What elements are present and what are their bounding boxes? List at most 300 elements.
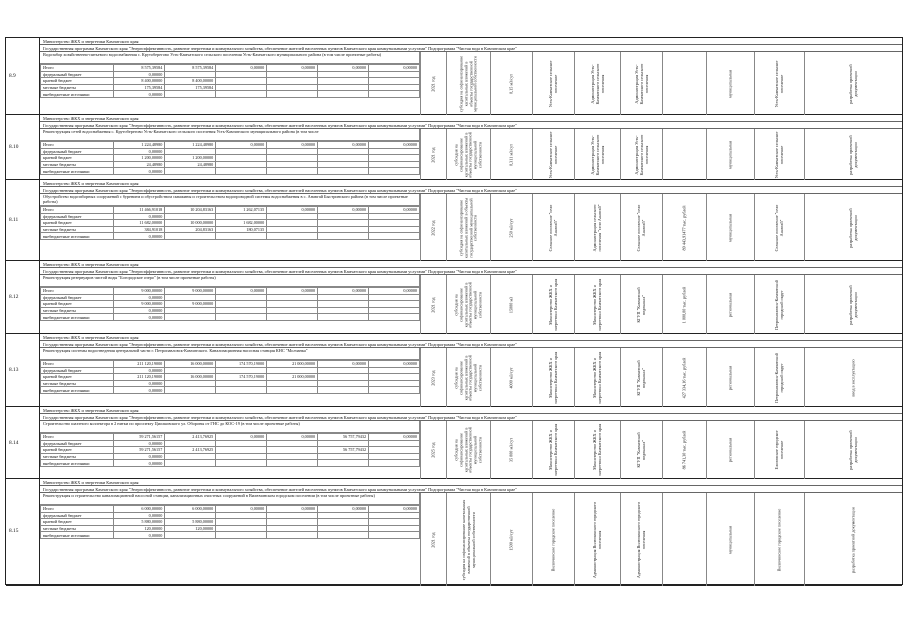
financing-table xyxy=(40,433,420,467)
ministry-label: Министерство ЖКХ и энергетики Камчатского края xyxy=(40,261,902,268)
customer-text: Администрация сельского поселения "село Анавгай" xyxy=(591,204,602,251)
column-recipient xyxy=(754,421,804,479)
column-purpose xyxy=(446,194,490,261)
financing-value xyxy=(165,387,216,394)
column-ownership xyxy=(706,194,754,261)
financing-value xyxy=(369,233,420,240)
developer-text: КГУП "Камчатский водоканал" xyxy=(635,432,646,468)
purpose-text: субсидия на софинансирование капитальных вложений в объекты государственной муниципальной собственности xyxy=(457,55,478,112)
column-year xyxy=(420,52,446,115)
financing-row xyxy=(41,440,420,447)
developer-text: КГУП "Камчатский водоканал" xyxy=(635,359,646,396)
owner-text: Министерство ЖКХ и энергетики Камчатского края xyxy=(547,278,558,331)
financing-table xyxy=(40,206,420,240)
row-number xyxy=(6,115,40,179)
financing-row xyxy=(41,142,420,149)
financing-value: 211 120,19000 xyxy=(114,361,165,368)
recipient-text: Петропавловск-Камчатский городской округ xyxy=(773,352,784,403)
financing-value xyxy=(267,78,318,85)
capacity-text: 35 000 м3/сут xyxy=(508,437,514,463)
financing-row xyxy=(41,233,420,240)
financing-value xyxy=(369,314,420,321)
row-number xyxy=(6,180,40,260)
program-header: Государственная программа Камчатского края "Энергоэффективность, развитие энергетики и коммунального хозяйства, обеспечение жителей населенных пунктов Камчатского края коммунальными услугами" Подпрограмма "Чистая вода в Камчатском крае" xyxy=(40,187,902,194)
financing-source-label: Итого xyxy=(41,207,114,214)
financing-row xyxy=(41,506,420,513)
financing-value xyxy=(369,387,420,394)
developer-text: Администрация Усть-Камчатского сельского поселения xyxy=(633,63,648,104)
column-owner xyxy=(532,348,574,407)
financing-value: 0,00000 xyxy=(114,314,165,321)
financing-value: 0,00000 xyxy=(318,142,369,149)
cost-text: 427 334,16 тыс. рублей xyxy=(681,357,687,398)
column-doc xyxy=(804,348,902,407)
financing-source-label: федеральный бюджет xyxy=(41,512,114,519)
financing-value: 204,83163 xyxy=(165,226,216,233)
financing-value: 0,00000 xyxy=(114,460,165,467)
financing-source-label: внебюджетные источники xyxy=(41,91,114,98)
financing-value: 0,00000 xyxy=(318,65,369,72)
customer-text: Министерство ЖКХ и энергетики Камчатского края xyxy=(591,423,602,477)
financing-value: 10 204,83163 xyxy=(165,207,216,214)
recipient-text: Петропавловск-Камчатский городской округ xyxy=(773,279,784,330)
financing-value xyxy=(216,168,267,175)
financing-row xyxy=(41,525,420,532)
financing-value xyxy=(318,380,369,387)
financing-value xyxy=(318,155,369,162)
financing-value xyxy=(369,519,420,526)
financing-value: 0,00000 xyxy=(114,387,165,394)
financing-value xyxy=(318,213,369,220)
column-year xyxy=(420,275,446,334)
column-doc xyxy=(804,421,902,479)
column-customer xyxy=(574,275,620,334)
project-block xyxy=(6,180,902,261)
financing-value xyxy=(318,440,369,447)
recipient-text: Сельское поселение "село Анавгай" xyxy=(773,204,784,251)
ministry-label: Министерство ЖКХ и энергетики Камчатского края xyxy=(40,334,902,341)
column-purpose xyxy=(446,275,490,334)
year-text: 2021 год xyxy=(430,531,436,548)
financing-value xyxy=(267,161,318,168)
year-text: 2021 год xyxy=(430,75,436,92)
financing-value xyxy=(318,512,369,519)
row-number-label: 8.9 xyxy=(9,72,16,79)
financing-value xyxy=(165,440,216,447)
financing-value: 8 400,00000 xyxy=(114,78,165,85)
column-ownership xyxy=(706,493,754,586)
column-capacity xyxy=(490,421,532,479)
financing-row xyxy=(41,84,420,91)
financing-value: 0,00000 xyxy=(216,506,267,513)
project-block xyxy=(6,407,902,479)
program-header: Государственная программа Камчатского края "Энергоэффективность, развитие энергетики и коммунального хозяйства, обеспечение жителей населенных пунктов Камчатского края коммунальными услугами" Подпрограмма "Чистая вода в Камчатском крае" xyxy=(40,486,902,493)
capacity-text: 1500 м3/сут xyxy=(508,528,514,551)
financing-value xyxy=(369,301,420,308)
financing-value: 1 224,48980 xyxy=(165,142,216,149)
financing-table xyxy=(40,505,420,539)
financing-source-label: Итого xyxy=(41,361,114,368)
financing-row xyxy=(41,460,420,467)
column-ownership xyxy=(706,421,754,479)
owner-text: Сельское поселение "село Анавгай" xyxy=(547,204,558,251)
project-block xyxy=(6,261,902,334)
column-cost xyxy=(662,129,706,180)
capacity-text: 4000 м3/сут xyxy=(508,366,514,389)
column-customer xyxy=(574,348,620,407)
column-developer xyxy=(620,275,662,334)
doc-text: разработка проектной документации xyxy=(847,430,858,470)
owner-text: Усть-Камчатское сельское поселение xyxy=(547,131,558,178)
financing-row xyxy=(41,434,420,441)
column-purpose xyxy=(446,129,490,180)
column-cost xyxy=(662,493,706,586)
ownership-text: региональная xyxy=(727,365,733,390)
investment-table xyxy=(5,37,903,585)
financing-value xyxy=(165,314,216,321)
financing-value xyxy=(165,512,216,519)
financing-value xyxy=(267,519,318,526)
capacity-text: 250 м3/сут xyxy=(508,218,514,237)
financing-value: 0,00000 xyxy=(114,71,165,78)
financing-value xyxy=(216,307,267,314)
program-header: Государственная программа Камчатского края "Энергоэффективность, развитие энергетики и коммунального хозяйства, обеспечение жителей населенных пунктов Камчатского края коммунальными услугами" Подпрограмма "Чистая вода в Камчатском крае" xyxy=(40,414,902,421)
financing-value xyxy=(318,220,369,227)
financing-source-label: Итого xyxy=(41,506,114,513)
purpose-text: субсидия на софинансирование капитальных вложений в объекты государственной муниципальной собственности xyxy=(453,354,483,401)
column-doc xyxy=(804,129,902,180)
column-doc xyxy=(804,52,902,115)
ownership-text: муниципальная xyxy=(727,525,733,554)
financing-value xyxy=(267,301,318,308)
financing-row xyxy=(41,71,420,78)
financing-value xyxy=(216,91,267,98)
owner-text: Вилючинское городское поселение xyxy=(550,508,556,571)
financing-value: 1 262,07135 xyxy=(216,207,267,214)
financing-value xyxy=(267,387,318,394)
financing-value xyxy=(318,148,369,155)
financing-value: 16 000,00000 xyxy=(165,361,216,368)
financing-row xyxy=(41,148,420,155)
financing-source-label: федеральный бюджет xyxy=(41,294,114,301)
financing-value xyxy=(369,447,420,454)
column-owner xyxy=(532,275,574,334)
column-developer xyxy=(620,493,662,586)
column-cost xyxy=(662,275,706,334)
row-number xyxy=(6,38,40,114)
column-customer xyxy=(574,52,620,115)
column-purpose xyxy=(446,348,490,407)
column-owner xyxy=(532,421,574,479)
financing-value: 0,00000 xyxy=(318,361,369,368)
financing-row xyxy=(41,207,420,214)
financing-value: 8 575,39584 xyxy=(165,65,216,72)
financing-table xyxy=(40,360,420,394)
customer-text: Министерство ЖКХ и энергетики Камчатского края xyxy=(591,278,602,331)
financing-value: 24,48980 xyxy=(114,161,165,168)
column-doc xyxy=(804,194,902,261)
column-doc xyxy=(804,275,902,334)
financing-value xyxy=(267,220,318,227)
financing-value xyxy=(165,168,216,175)
financing-value xyxy=(267,91,318,98)
owner-text: Министерство ЖКХ и энергетики Камчатского края xyxy=(547,423,558,477)
financing-table xyxy=(40,287,420,321)
financing-source-label: Итого xyxy=(41,434,114,441)
financing-value xyxy=(267,532,318,539)
financing-value xyxy=(216,294,267,301)
financing-row xyxy=(41,387,420,394)
financing-value xyxy=(165,148,216,155)
column-capacity xyxy=(490,129,532,180)
financing-value xyxy=(267,148,318,155)
financing-row xyxy=(41,168,420,175)
financing-value xyxy=(267,155,318,162)
financing-source-label: краевой бюджет xyxy=(41,447,114,454)
financing-table xyxy=(40,64,420,98)
financing-value xyxy=(165,460,216,467)
financing-value: 6 000,00000 xyxy=(165,506,216,513)
financing-value xyxy=(165,233,216,240)
financing-value xyxy=(267,226,318,233)
column-purpose xyxy=(446,421,490,479)
financing-value: 0,00000 xyxy=(114,213,165,220)
column-ownership xyxy=(706,348,754,407)
project-name: Реконструкция системы водоотведения центральной части г. Петропавловск-Камчатского. Канализационная насосная станция КНС "Молчанка" xyxy=(40,348,420,360)
financing-value xyxy=(216,148,267,155)
financing-value xyxy=(369,367,420,374)
row-number xyxy=(6,261,40,333)
financing-value: 0,00000 xyxy=(114,532,165,539)
program-header: Государственная программа Камчатского края "Энергоэффективность, развитие энергетики и коммунального хозяйства, обеспечение жителей населенных пунктов Камчатского края коммунальными услугами" Подпрограмма "Чистая вода в Камчатском крае" xyxy=(40,122,902,129)
financing-value xyxy=(165,71,216,78)
financing-value xyxy=(369,294,420,301)
financing-value xyxy=(369,168,420,175)
financing-source-label: местные бюджеты xyxy=(41,161,114,168)
financing-value xyxy=(369,220,420,227)
financing-row xyxy=(41,301,420,308)
financing-value: 0,00000 xyxy=(267,207,318,214)
program-header: Государственная программа Камчатского края "Энергоэффективность, развитие энергетики и коммунального хозяйства, обеспечение жителей населенных пунктов Камчатского края коммунальными услугами" Подпрограмма "Чистая вода в Камчатском крае" xyxy=(40,45,902,52)
financing-value xyxy=(369,84,420,91)
financing-value xyxy=(369,440,420,447)
financing-row xyxy=(41,65,420,72)
financing-value: 0,00000 xyxy=(267,65,318,72)
financing-source-label: внебюджетные источники xyxy=(41,460,114,467)
financing-value xyxy=(369,374,420,381)
purpose-text: субсидия на софинансирование капитальных вложений в объекты государственной муниципальной собственности xyxy=(453,131,483,178)
year-text: 2021 год xyxy=(430,296,436,313)
financing-value: 0,00000 xyxy=(216,434,267,441)
column-customer xyxy=(574,194,620,261)
financing-value: 2 413,76925 xyxy=(165,447,216,454)
financing-value xyxy=(318,168,369,175)
column-purpose xyxy=(446,493,490,586)
column-recipient xyxy=(754,493,804,586)
financing-value xyxy=(267,440,318,447)
financing-row xyxy=(41,294,420,301)
financing-value xyxy=(165,380,216,387)
cost-text: 1 000,00 тыс. рублей xyxy=(681,286,687,323)
financing-value: 2 413,76925 xyxy=(165,434,216,441)
financing-value xyxy=(165,213,216,220)
financing-source-label: федеральный бюджет xyxy=(41,213,114,220)
column-recipient xyxy=(754,275,804,334)
column-capacity xyxy=(490,493,532,586)
financing-value xyxy=(165,294,216,301)
financing-value xyxy=(216,314,267,321)
financing-value: 175,39584 xyxy=(114,84,165,91)
ownership-text: муниципальная xyxy=(727,140,733,169)
financing-value: 0,00000 xyxy=(267,288,318,295)
project-name: Водозабор хозяйственно-питьевого водоснабжения с. Крутоберегово Усть-Камчатского сельского поселения Усть-Камчатского муниципального района (в том числе проектные работы) xyxy=(40,52,420,64)
financing-value xyxy=(318,374,369,381)
financing-value xyxy=(318,525,369,532)
financing-source-label: местные бюджеты xyxy=(41,84,114,91)
financing-value xyxy=(318,91,369,98)
financing-value xyxy=(369,161,420,168)
financing-value xyxy=(267,168,318,175)
financing-value xyxy=(369,525,420,532)
financing-value xyxy=(369,213,420,220)
financing-value: 0,00000 xyxy=(114,367,165,374)
financing-value: 0,00000 xyxy=(369,142,420,149)
column-customer xyxy=(574,129,620,180)
financing-row xyxy=(41,161,420,168)
column-recipient xyxy=(754,194,804,261)
financing-value: 16 000,00000 xyxy=(165,374,216,381)
financing-value: 0,00000 xyxy=(114,148,165,155)
ownership-text: региональная xyxy=(727,292,733,317)
row-number-label: 8.11 xyxy=(9,216,19,223)
ministry-label: Министерство ЖКХ и энергетики Камчатского края xyxy=(40,38,902,45)
financing-value: 9 000,00000 xyxy=(114,301,165,308)
year-text: 2025 год xyxy=(430,442,436,458)
project-name: Реконструкция и строительство канализационной насосной станции, канализационных очистных сооружений в Вилючинском городском поселении (в том числе проектные работы) xyxy=(40,493,420,505)
financing-value xyxy=(267,233,318,240)
financing-value: 0,00000 xyxy=(318,207,369,214)
financing-value: 21 000,00000 xyxy=(267,361,318,368)
financing-row xyxy=(41,226,420,233)
financing-value: 0,00000 xyxy=(267,142,318,149)
doc-text: разработка проектной документации xyxy=(847,284,858,325)
financing-source-label: краевой бюджет xyxy=(41,301,114,308)
financing-value: 174 570,19000 xyxy=(216,361,267,368)
column-purpose xyxy=(446,52,490,115)
financing-value xyxy=(369,512,420,519)
financing-row xyxy=(41,361,420,368)
column-customer xyxy=(574,493,620,586)
financing-source-label: внебюджетные источники xyxy=(41,387,114,394)
financing-value: 59 271,56157 xyxy=(114,447,165,454)
financing-value xyxy=(216,78,267,85)
financing-value: 0,00000 xyxy=(267,434,318,441)
financing-row xyxy=(41,453,420,460)
financing-row xyxy=(41,512,420,519)
row-number xyxy=(6,479,40,585)
row-number-label: 8.15 xyxy=(9,527,19,534)
row-number-label: 8.10 xyxy=(9,144,19,151)
financing-value xyxy=(216,84,267,91)
financing-value xyxy=(318,314,369,321)
financing-value: 9 000,00000 xyxy=(114,288,165,295)
column-owner xyxy=(532,129,574,180)
doc-text: разработка проектной документации xyxy=(850,506,856,573)
column-developer xyxy=(620,421,662,479)
year-text: 2022 год xyxy=(430,219,436,236)
project-block xyxy=(6,38,902,115)
customer-text: Министерство ЖКХ и энергетики Камчатского края xyxy=(591,351,602,404)
financing-value xyxy=(318,519,369,526)
column-capacity xyxy=(490,194,532,261)
financing-value: 0,00000 xyxy=(369,288,420,295)
project-name: Строительство шахтного коллектора в 2 нитки по проспекту Циолковского ул. Обороны от ГНС до КОС-19 (в том числе проектные работы) xyxy=(40,421,420,433)
financing-value xyxy=(318,226,369,233)
financing-value xyxy=(216,525,267,532)
column-recipient xyxy=(754,129,804,180)
financing-value xyxy=(216,440,267,447)
financing-value: 59 271,56157 xyxy=(114,434,165,441)
financing-row xyxy=(41,447,420,454)
column-year xyxy=(420,493,446,586)
financing-value xyxy=(318,161,369,168)
financing-row xyxy=(41,155,420,162)
customer-text: Администрация Усть-Камчатского сельского поселения xyxy=(589,134,604,175)
financing-source-label: Итого xyxy=(41,288,114,295)
financing-source-label: федеральный бюджет xyxy=(41,71,114,78)
customer-text: Администрация Усть-Камчатского сельского поселения xyxy=(589,63,604,104)
financing-value xyxy=(216,532,267,539)
financing-row xyxy=(41,367,420,374)
column-year xyxy=(420,421,446,479)
financing-value xyxy=(216,213,267,220)
ownership-text: муниципальная xyxy=(727,69,733,98)
customer-text: Администрация Вилючинского городского поселения xyxy=(591,501,602,578)
financing-table xyxy=(40,141,420,175)
financing-source-label: местные бюджеты xyxy=(41,453,114,460)
financing-value xyxy=(165,532,216,539)
program-header: Государственная программа Камчатского края "Энергоэффективность, развитие энергетики и коммунального хозяйства, обеспечение жителей населенных пунктов Камчатского края коммунальными услугами" Подпрограмма "Чистая вода в Камчатском крае" xyxy=(40,341,902,348)
financing-value xyxy=(369,148,420,155)
financing-value: 0,00000 xyxy=(114,307,165,314)
capacity-text: 15000 м3 xyxy=(508,296,514,313)
financing-value: 56 757,79432 xyxy=(318,447,369,454)
purpose-text: субсидия на софинансирование капитальных вложений в объекты государственной муниципальной собственности xyxy=(453,281,483,328)
financing-value xyxy=(216,453,267,460)
owner-text: Министерство ЖКХ и энергетики Камчатского края xyxy=(547,351,558,404)
financing-source-label: внебюджетные источники xyxy=(41,233,114,240)
financing-value xyxy=(369,453,420,460)
financing-value: 0,00000 xyxy=(369,434,420,441)
financing-source-label: внебюджетные источники xyxy=(41,168,114,175)
financing-row xyxy=(41,91,420,98)
financing-value xyxy=(369,155,420,162)
financing-value: 0,00000 xyxy=(114,294,165,301)
financing-value xyxy=(267,380,318,387)
capacity-text: 0,15 м3/сут xyxy=(508,73,514,94)
financing-value: 8 400,00000 xyxy=(165,78,216,85)
financing-value xyxy=(369,380,420,387)
recipient-text: Усть-Камчатское сельское поселение xyxy=(773,60,784,107)
financing-value: 120,00000 xyxy=(165,525,216,532)
ministry-label: Министерство ЖКХ и энергетики Камчатского края xyxy=(40,407,902,414)
financing-value: 0,00000 xyxy=(267,506,318,513)
financing-value xyxy=(165,367,216,374)
financing-value xyxy=(369,91,420,98)
financing-value xyxy=(318,71,369,78)
developer-text: Администрация Вилючинского городского поселения xyxy=(635,501,646,578)
column-year xyxy=(420,194,446,261)
